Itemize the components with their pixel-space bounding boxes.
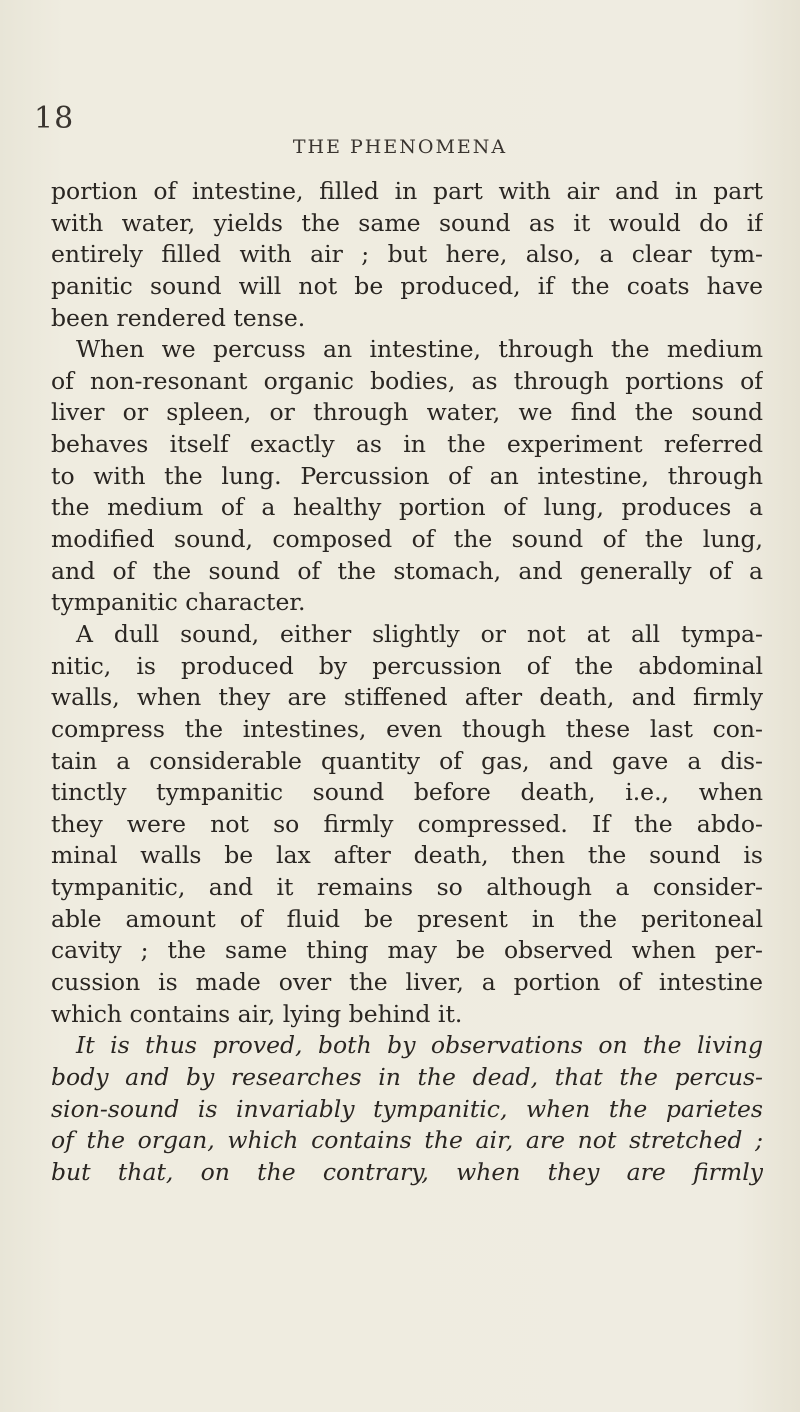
text-line: entirely filled with air ; but here, also, a clear tym- [51,240,763,269]
text-line: portion of intestine, filled in part with air and in part [51,177,763,205]
text-line: tinctly tympanitic sound before death, i.e., when [51,778,763,807]
text-line: A dull sound, either slightly or not at all tympa- [76,619,763,648]
text-line: but that, on the contrary, when they are firmly [51,1157,763,1186]
text-line: compress the intestines, even though these last con- [51,714,763,743]
text-line: modified sound, composed of the sound of the lung, [51,525,763,554]
running-title: THE PHENOMENA [292,136,508,158]
text-line: panitic sound will not be produced, if the coats have [51,271,763,300]
text-line: the medium of a healthy portion of lung, produces a [51,493,763,522]
page-number: 18 [34,101,75,136]
text-line: sion-sound is invariably tympanitic, when the parietes [51,1094,763,1123]
text-line: cussion is made over the liver, a portion of intestine [51,968,763,997]
text-line: body and by researches in the dead, that the percus- [51,1062,763,1091]
text-line: and of the sound of the stomach, and generally of a [51,556,763,585]
text-line: with water, yields the same sound as it would do if [51,208,763,237]
text-line: tympanitic character. [51,588,306,617]
text-line: walls, when they are stiffened after death, and firmly [51,683,763,712]
text-line: of the organ, which contains the air, are not stretched ; [51,1126,763,1155]
text-line: It is thus proved, both by observations on the living [76,1031,763,1060]
text-line: tain a considerable quantity of gas, and gave a dis- [51,746,763,775]
text-line: nitic, is produced by percussion of the abdominal [51,651,763,680]
body-text [51,176,763,1189]
text-line: minal walls be lax after death, then the sound is [51,841,763,870]
text-line: able amount of fluid be present in the peritoneal [51,904,763,933]
text-line: they were not so firmly compressed. If the abdo- [51,809,763,838]
text-line: cavity ; the same thing may be observed when per- [51,936,763,965]
text-line: tympanitic, and it remains so although a consider- [51,873,763,902]
text-line: behaves itself exactly as in the experiment referred [51,430,763,459]
text-line: When we percuss an intestine, through the medium [76,335,763,364]
text-line: to with the lung. Percussion of an intestine, through [51,461,763,490]
text-line: liver or spleen, or through water, we find the sound [51,398,763,427]
text-line: which contains air, lying behind it. [51,999,463,1028]
text-line: been rendered tense. [51,303,306,332]
text-line: of non-resonant organic bodies, as through portions of [51,366,763,395]
